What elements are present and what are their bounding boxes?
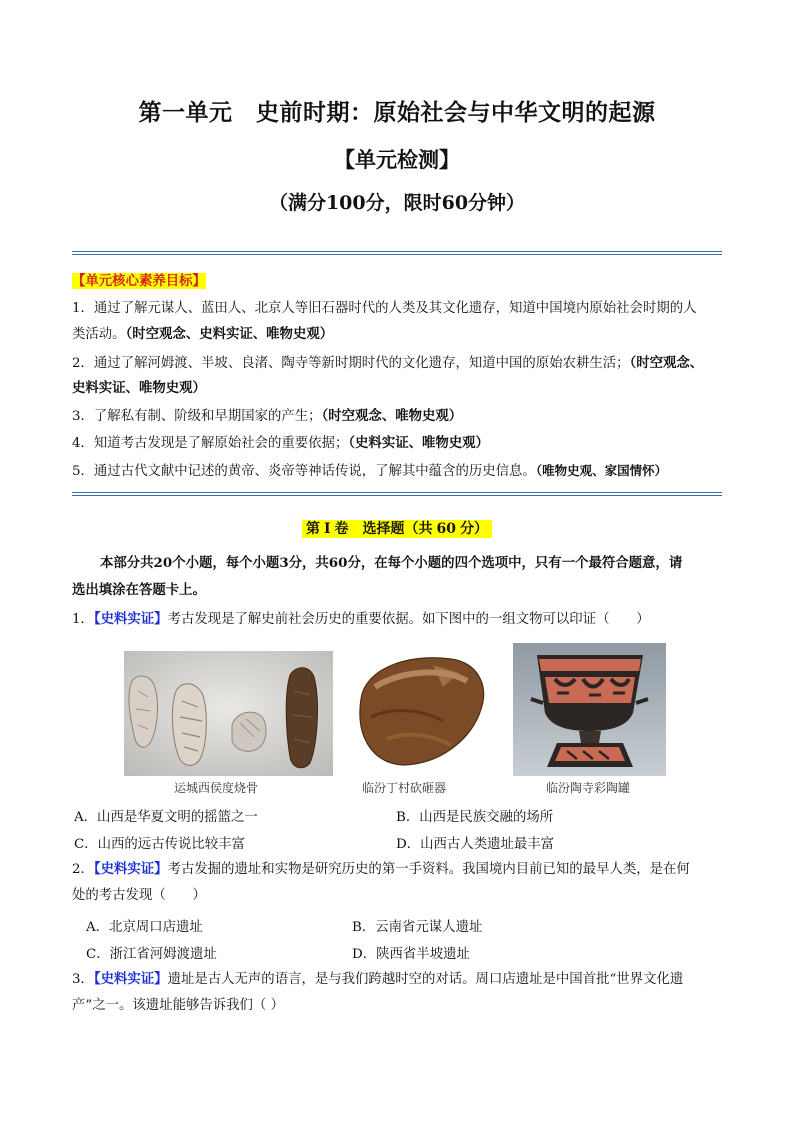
question-3-stem: 3．【史料实证】遗址是古人无声的语言，是与我们跨越时空的对话。周口店遗址是中国首批“世界文化遗: [72, 971, 684, 987]
q2-option-c[interactable]: C．浙江省河姆渡遗址: [86, 947, 217, 962]
objective-3: 3．了解私有制、阶级和早期国家的产生；（时空观念、唯物史观）: [72, 408, 463, 424]
question-2-stem: 2．【史料实证】考古发掘的遗址和实物是研究历史的第一手资料。我国境内目前已知的最早人类，是在何: [72, 861, 690, 877]
instructions-line1: 本部分共20个小题，每个小题3分，共60分，在每个小题的四个选项中，只有一个最符合题意，请: [100, 555, 683, 571]
instructions-line2: 选出填涂在答题卡上。: [72, 582, 206, 598]
divider-bottom-2: [72, 495, 722, 496]
objective-2-line1: 2．通过了解河姆渡、半坡、良渚、陶寺等新时期时代的文化遗存，知道中国的原始农耕生活；（时空观念、: [72, 355, 704, 371]
objective-4: 4．知道考古发现是了解原始社会的重要依据；（史料实证、唯物史观）: [72, 435, 489, 451]
objectives-heading-line: [72, 272, 724, 291]
section-heading: 第 Ⅰ 卷 选择题（共 60 分）: [0, 518, 794, 538]
chopper-tool-photo: [347, 647, 495, 774]
q1-option-c[interactable]: C．山西的远古传说比较丰富: [74, 837, 245, 852]
objective-2-tag-a: （时空观念、: [629, 355, 704, 371]
objective-1-tag: （时空观念、史料实证、唯物史观）: [125, 326, 334, 342]
painted-pottery-photo: [513, 643, 666, 776]
objective-4-tag: （史料实证、唯物史观）: [348, 435, 489, 451]
objectives-heading: 【单元核心素养目标】: [72, 273, 206, 289]
divider-top-2: [72, 254, 722, 255]
objective-5-tag: （唯物史观、家国情怀）: [535, 463, 668, 478]
q2-option-a[interactable]: A．北京周口店遗址: [86, 920, 203, 935]
question-2-tag: 【史料实证】: [93, 861, 168, 877]
caption-chopper: 临汾丁村砍砸器: [362, 781, 447, 795]
objective-3-tag: （时空观念、唯物史观）: [321, 408, 463, 424]
q2-option-d[interactable]: D．陕西省半坡遗址: [352, 947, 470, 962]
objective-5: 5．通过古代文献中记述的黄帝、炎帝等神话传说，了解其中蕴含的历史信息。（唯物史观、家国情怀）: [72, 463, 668, 479]
unit-title: 第一单元 史前时期：原始社会与中华文明的起源: [138, 99, 656, 126]
q1-option-b[interactable]: B．山西是民族交融的场所: [396, 810, 554, 825]
burnt-bones-photo: [124, 651, 333, 776]
divider-bottom-1: [72, 492, 722, 493]
q1-option-d[interactable]: D．山西古人类遗址最丰富: [396, 837, 555, 852]
question-3-stem-cont: 产”之一。该遗址能够告诉我们（ ）: [72, 998, 284, 1013]
question-3-tag: 【史料实证】: [93, 971, 168, 987]
objective-1-line1: 1．通过了解元谋人、蓝田人、北京人等旧石器时代的人类及其文化遗存，知道中国境内原始社会时期的人: [72, 301, 697, 316]
q2-option-b[interactable]: B．云南省元谋人遗址: [352, 920, 483, 935]
caption-pottery: 临汾陶寺彩陶罐: [546, 781, 631, 795]
objective-2-tag-b: 史料实证、唯物史观）: [72, 380, 206, 396]
score-note: （满分100分，限时60分钟）: [268, 192, 526, 214]
caption-burnt-bones: 运城西侯度烧骨: [174, 781, 259, 795]
unit-subtitle: 【单元检测】: [334, 147, 460, 172]
question-1-stem: 1．【史料实证】考古发现是了解史前社会历史的重要依据。如下图中的一组文物可以印证（ ）: [72, 611, 650, 627]
objective-1-line2: 类活动。（时空观念、史料实证、唯物史观）: [72, 326, 334, 342]
q1-option-a[interactable]: A．山西是华夏文明的摇篮之一: [74, 810, 258, 825]
question-2-stem-cont: 处的考古发现（ ）: [72, 888, 206, 903]
divider-top-1: [72, 251, 722, 252]
question-1-tag: 【史料实证】: [93, 611, 168, 627]
